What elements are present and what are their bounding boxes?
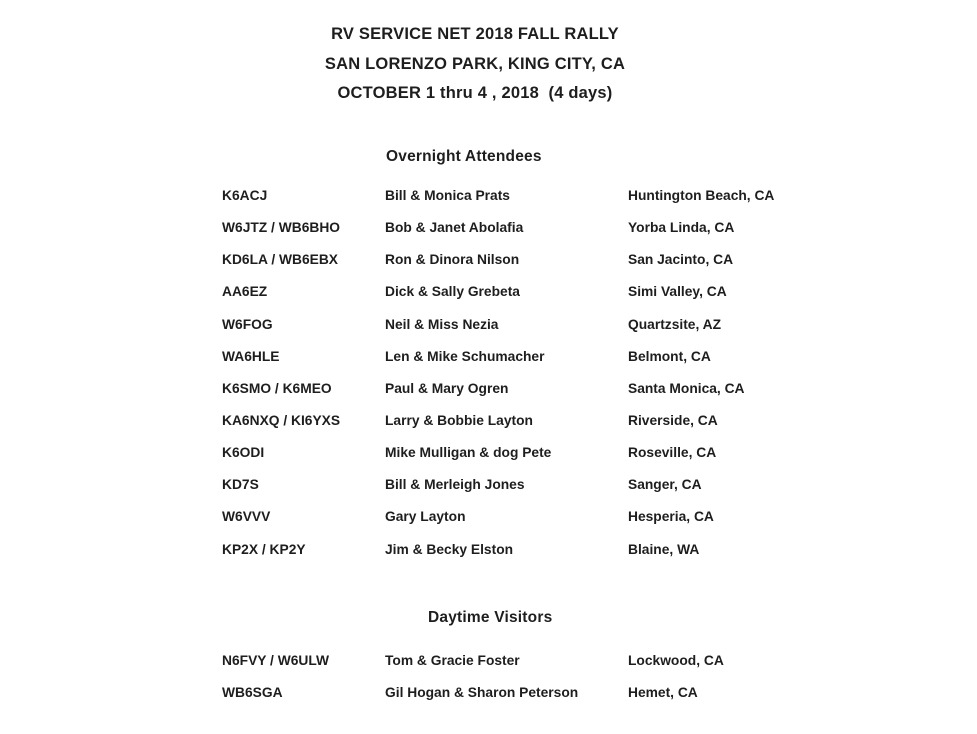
location-cell: Santa Monica, CA [628, 380, 745, 396]
table-row [222, 316, 942, 348]
overnight-attendees-list [222, 187, 942, 573]
document-title [0, 20, 950, 109]
names-cell: Ron & Dinora Nilson [385, 252, 520, 268]
callsign-cell: K6SMO / K6MEO [222, 380, 332, 396]
callsign-cell: KA6NXQ / KI6YXS [222, 412, 341, 428]
location-cell: Simi Valley, CA [628, 284, 727, 300]
callsign-cell: KD7S [222, 477, 259, 493]
callsign-cell: K6ODI [222, 445, 265, 461]
callsign-cell: K6ACJ [222, 188, 268, 203]
names-cell: Bill & Monica Prats [385, 188, 510, 203]
table-row [222, 348, 942, 380]
location-cell: Yorba Linda, CA [628, 220, 735, 236]
location-cell: Belmont, CA [628, 348, 711, 364]
names-cell: Len & Mike Schumacher [385, 348, 545, 364]
callsign-cell: W6VVV [222, 509, 271, 525]
location-cell: Huntington Beach, CA [628, 188, 775, 203]
table-row [222, 508, 942, 540]
callsign-cell: AA6EZ [222, 284, 268, 300]
section-heading-daytime-visitors: Daytime Visitors [428, 609, 553, 626]
title-line-2: SAN LORENZO PARK, KING CITY, CA [324, 54, 626, 73]
table-row [222, 444, 942, 476]
names-cell: Neil & Miss Nezia [385, 316, 499, 332]
names-cell: Dick & Sally Grebeta [385, 284, 520, 300]
table-row [222, 219, 942, 251]
location-cell: Lockwood, CA [628, 653, 724, 668]
names-cell: Gil Hogan & Sharon Peterson [385, 685, 579, 701]
callsign-cell: KD6LA / WB6EBX [222, 252, 339, 268]
table-row [222, 283, 942, 315]
names-cell: Larry & Bobbie Layton [385, 412, 533, 428]
table-row [222, 380, 942, 412]
location-cell: San Jacinto, CA [628, 252, 734, 268]
location-cell: Hemet, CA [628, 685, 698, 701]
callsign-cell: WA6HLE [222, 348, 280, 364]
location-cell: Sanger, CA [628, 477, 702, 493]
location-cell: Quartzsite, AZ [628, 316, 722, 332]
names-cell: Bob & Janet Abolafia [385, 220, 524, 236]
location-cell: Hesperia, CA [628, 509, 714, 525]
table-row [222, 541, 942, 573]
callsign-cell: N6FVY / W6ULW [222, 653, 330, 668]
table-row [222, 412, 942, 444]
table-row [222, 187, 942, 219]
names-cell: Tom & Gracie Foster [385, 653, 520, 668]
names-cell: Bill & Merleigh Jones [385, 477, 525, 493]
callsign-cell: W6JTZ / WB6BHO [222, 220, 341, 236]
names-cell: Paul & Mary Ogren [385, 380, 509, 396]
location-cell: Blaine, WA [628, 541, 700, 557]
names-cell: Jim & Becky Elston [385, 541, 514, 557]
callsign-cell: W6FOG [222, 316, 273, 332]
callsign-cell: WB6SGA [222, 685, 283, 701]
table-row [222, 476, 942, 508]
section-heading-overnight-attendees: Overnight Attendees [386, 148, 542, 165]
location-cell: Roseville, CA [628, 445, 717, 461]
table-row [222, 652, 942, 684]
location-cell: Riverside, CA [628, 412, 718, 428]
daytime-visitors-list [222, 652, 942, 716]
title-line-1: RV SERVICE NET 2018 FALL RALLY [331, 25, 619, 43]
names-cell: Mike Mulligan & dog Pete [385, 445, 552, 461]
table-row [222, 684, 942, 716]
callsign-cell: KP2X / KP2Y [222, 541, 306, 557]
title-line-3: OCTOBER 1 thru 4 , 2018 (4 days) [337, 84, 613, 102]
names-cell: Gary Layton [385, 509, 466, 525]
table-row [222, 251, 942, 283]
